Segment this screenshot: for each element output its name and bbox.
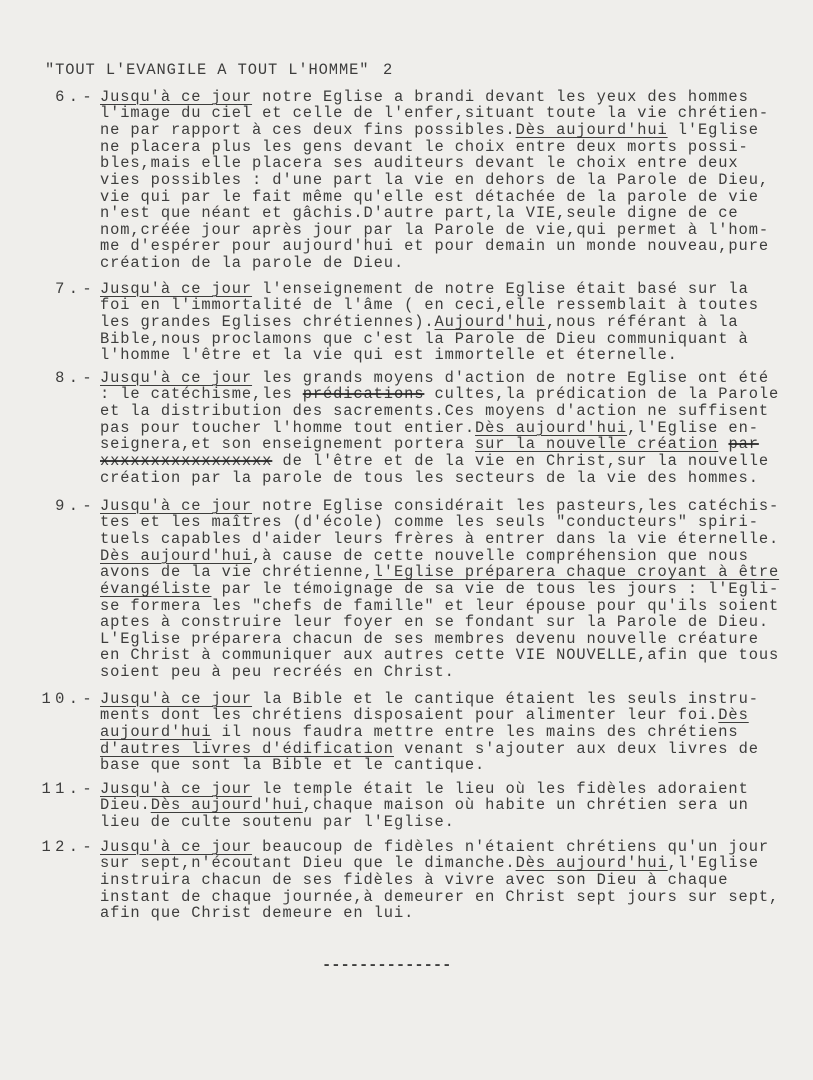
text-segment: beaucoup de fidèles n'étaient chrétiens qu'un jour — [252, 837, 769, 856]
text-segment: pas pour toucher l'homme tout entier. — [100, 418, 476, 437]
text-segment: ,nous référant à la — [545, 312, 739, 331]
underlined-text: aujourd'hui — [100, 722, 212, 741]
underlined-text: évangéliste — [100, 579, 212, 598]
text-segment: instruira chacun de ses fidèles à vivre avec son Dieu à chaque — [100, 870, 729, 889]
text-segment: sur sept,n'écoutant Dieu que le dimanche. — [100, 854, 516, 873]
text-line — [100, 498, 813, 515]
text-segment: le temple était le lieu où les fidèles adoraient — [252, 779, 749, 798]
text-line — [100, 89, 813, 106]
underlined-text: Dès — [718, 706, 749, 725]
text-line — [100, 781, 813, 798]
text-line — [100, 139, 813, 156]
text-line — [100, 314, 813, 331]
text-line — [100, 548, 813, 565]
underlined-text: Jusqu'à ce jour — [100, 689, 253, 708]
text-segment — [718, 435, 728, 453]
text-line — [100, 222, 813, 239]
text-segment: seignera,et son enseignement portera — [100, 435, 476, 454]
text-segment: les grands moyens d'action de notre Eglise ont été — [252, 368, 769, 387]
text-segment: base que sont la Bible et le cantique. — [100, 756, 486, 775]
text-segment: la Bible et le cantique étaient les seuls instru- — [252, 689, 759, 708]
text-line — [100, 614, 813, 631]
paragraph-number: 12.- — [41, 837, 96, 856]
text-line — [100, 707, 813, 724]
text-segment: Dieu. — [100, 796, 151, 815]
underlined-text: Dès aujourd'hui — [150, 796, 303, 815]
text-segment: L'Eglise préparera chacun de ses membres devenu nouvelle créature — [100, 629, 759, 648]
text-line — [100, 436, 813, 453]
text-segment: l'Eglise — [667, 120, 759, 139]
text-segment: ,l'Eglise — [667, 854, 759, 873]
text-segment: cultes,la prédication de la Parole — [424, 385, 780, 404]
page-number: 2 — [383, 60, 394, 79]
text-line — [100, 453, 813, 470]
paragraph-number: 8.- — [55, 368, 96, 387]
text-line — [100, 531, 813, 548]
paragraph-number: 11.- — [41, 779, 96, 798]
text-segment: ,l'Eglise en- — [627, 418, 759, 437]
underlined-text: Jusqu'à ce jour — [100, 87, 253, 106]
text-line — [100, 122, 813, 139]
text-segment: tuels capables d'aider leurs frères à entrer dans la vie éternelle. — [100, 529, 780, 548]
numbered-paragraph — [0, 691, 813, 774]
text-line — [100, 814, 813, 831]
text-segment: tes et les maîtres (d'école) comme les seuls "conducteurs" spiri- — [100, 513, 759, 532]
text-line — [100, 581, 813, 598]
text-line — [100, 189, 813, 206]
text-segment: avons de la vie chrétienne, — [100, 563, 374, 582]
text-line — [100, 889, 813, 906]
struck-out-text: par — [728, 435, 759, 454]
text-segment: n'est que néant et gâchis.D'autre part,la VIE,seule digne de ce — [100, 204, 739, 223]
text-line — [100, 238, 813, 255]
text-segment: foi en l'immortalité de l'âme ( en ceci,elle ressemblait à toutes — [100, 296, 759, 315]
underlined-text: Aujourd'hui — [434, 312, 546, 331]
text-line — [100, 872, 813, 889]
text-segment: afin que Christ demeure en lui. — [100, 904, 415, 923]
text-line — [100, 564, 813, 581]
underlined-text: Jusqu'à ce jour — [100, 279, 253, 298]
text-segment: l'image du ciel et celle de l'enfer,situant toute la vie chrétien- — [100, 104, 769, 123]
text-segment: Bible,nous proclamons que c'est la Parole de Dieu communiquant à — [100, 329, 749, 348]
text-line — [100, 724, 813, 741]
text-segment: de l'être et de la vie en Christ,sur la nouvelle — [272, 451, 769, 470]
text-segment: en Christ à communiquer aux autres cette VIE NOUVELLE,afin que tous — [100, 646, 780, 665]
text-segment: aptes à construire leur foyer en se fondant sur la Parole de Dieu. — [100, 613, 769, 632]
text-line — [100, 386, 813, 403]
text-segment: ,chaque maison où habite un chrétien sera un — [302, 796, 749, 815]
section-separator: -------------- — [322, 955, 452, 974]
underlined-text: Dès aujourd'hui — [475, 418, 628, 437]
text-line — [100, 598, 813, 615]
paragraph-number: 9.- — [55, 496, 96, 515]
text-line — [100, 255, 813, 272]
numbered-paragraph — [0, 89, 813, 272]
text-line — [100, 741, 813, 758]
struck-out-text: prédications — [302, 385, 425, 404]
text-segment: bles,mais elle placera ses auditeurs devant le choix entre deux — [100, 154, 739, 173]
text-line — [100, 370, 813, 387]
text-line — [100, 205, 813, 222]
text-segment: vies possibles : d'une part la vie en dehors de la Parole de Dieu, — [100, 170, 769, 189]
text-line — [100, 797, 813, 814]
text-segment: ne par rapport à ces deux fins possibles. — [100, 120, 516, 139]
numbered-paragraph — [0, 281, 813, 364]
text-line — [100, 331, 813, 348]
underlined-text: Jusqu'à ce jour — [100, 496, 253, 515]
text-line — [100, 905, 813, 922]
text-line — [100, 631, 813, 648]
text-segment: notre Eglise considérait les pasteurs,les catéchis- — [252, 496, 780, 515]
text-line — [100, 155, 813, 172]
text-line — [100, 105, 813, 122]
underlined-text: d'autres livres d'édification — [100, 739, 394, 758]
underlined-text: Dès aujourd'hui — [515, 120, 668, 139]
paragraph-number: 6.- — [55, 87, 96, 106]
text-line — [100, 281, 813, 298]
paragraph-number: 7.- — [55, 279, 96, 298]
text-segment: création de la parole de Dieu. — [100, 254, 405, 273]
text-line — [100, 403, 813, 420]
text-segment: par le témoignage de sa vie de tous les jours : l'Egli- — [211, 579, 780, 598]
text-line — [100, 172, 813, 189]
paragraph-number: 10.- — [41, 689, 96, 708]
text-line — [100, 514, 813, 531]
struck-out-text: xxxxxxxxxxxxxxxxx — [100, 451, 273, 470]
text-segment: nom,créée jour après jour par la Parole de vie,qui permet à l'hom- — [100, 220, 769, 239]
text-segment: il nous faudra mettre entre les mains des chrétiens — [211, 722, 739, 741]
text-segment: l'enseignement de notre Eglise était basé sur la — [252, 279, 749, 298]
text-segment: venant s'ajouter aux deux livres de — [393, 739, 759, 758]
text-segment: ne placera plus les gens devant le choix entre deux morts possi- — [100, 137, 749, 156]
text-line — [100, 347, 813, 364]
text-segment: soient peu à peu recréés en Christ. — [100, 663, 455, 682]
text-segment: se formera les "chefs de famille" et leur épouse pour qu'ils soient — [100, 596, 780, 615]
document-title: "TOUT L'EVANGILE A TOUT L'HOMME" — [45, 60, 370, 79]
underlined-text: Jusqu'à ce jour — [100, 779, 253, 798]
text-segment: me d'espérer pour aujourd'hui et pour demain un monde nouveau,pure — [100, 237, 769, 256]
numbered-paragraph — [0, 370, 813, 486]
numbered-paragraph — [0, 839, 813, 922]
text-line — [100, 420, 813, 437]
underlined-text: Jusqu'à ce jour — [100, 368, 253, 387]
numbered-paragraph — [0, 498, 813, 681]
text-segment: l'homme l'être et la vie qui est immortelle et éternelle. — [100, 346, 678, 365]
text-segment: les grandes Eglises chrétiennes). — [100, 312, 435, 331]
underlined-text: Dès aujourd'hui — [100, 546, 253, 565]
text-line — [100, 297, 813, 314]
underlined-text: Dès aujourd'hui — [515, 854, 668, 873]
text-line — [100, 647, 813, 664]
text-line — [100, 470, 813, 487]
text-line — [100, 691, 813, 708]
underlined-text: Jusqu'à ce jour — [100, 837, 253, 856]
text-segment: ments dont les chrétiens disposaient pour alimenter leur foi. — [100, 706, 719, 725]
numbered-paragraph — [0, 781, 813, 831]
text-line — [100, 855, 813, 872]
text-segment: instant de chaque journée,à demeurer en Christ sept jours sur sept, — [100, 887, 780, 906]
text-line — [100, 839, 813, 856]
text-segment: : le catéchisme,les — [100, 385, 303, 404]
text-line — [100, 757, 813, 774]
text-line — [100, 664, 813, 681]
text-segment: vie qui par le fait même qu'elle est détachée de la parole de vie — [100, 187, 759, 206]
text-segment: lieu de culte soutenu par l'Eglise. — [100, 812, 455, 831]
underlined-text: sur la nouvelle création — [475, 435, 719, 454]
text-segment: et la distribution des sacrements.Ces moyens d'action ne suffisent — [100, 401, 769, 420]
underlined-text: l'Eglise préparera chaque croyant à être — [373, 563, 780, 582]
text-segment: création par la parole de tous les secteurs de la vie des hommes. — [100, 468, 759, 487]
text-segment: notre Eglise a brandi devant les yeux des hommes — [252, 87, 749, 106]
text-segment: ,à cause de cette nouvelle compréhension que nous — [252, 546, 749, 565]
